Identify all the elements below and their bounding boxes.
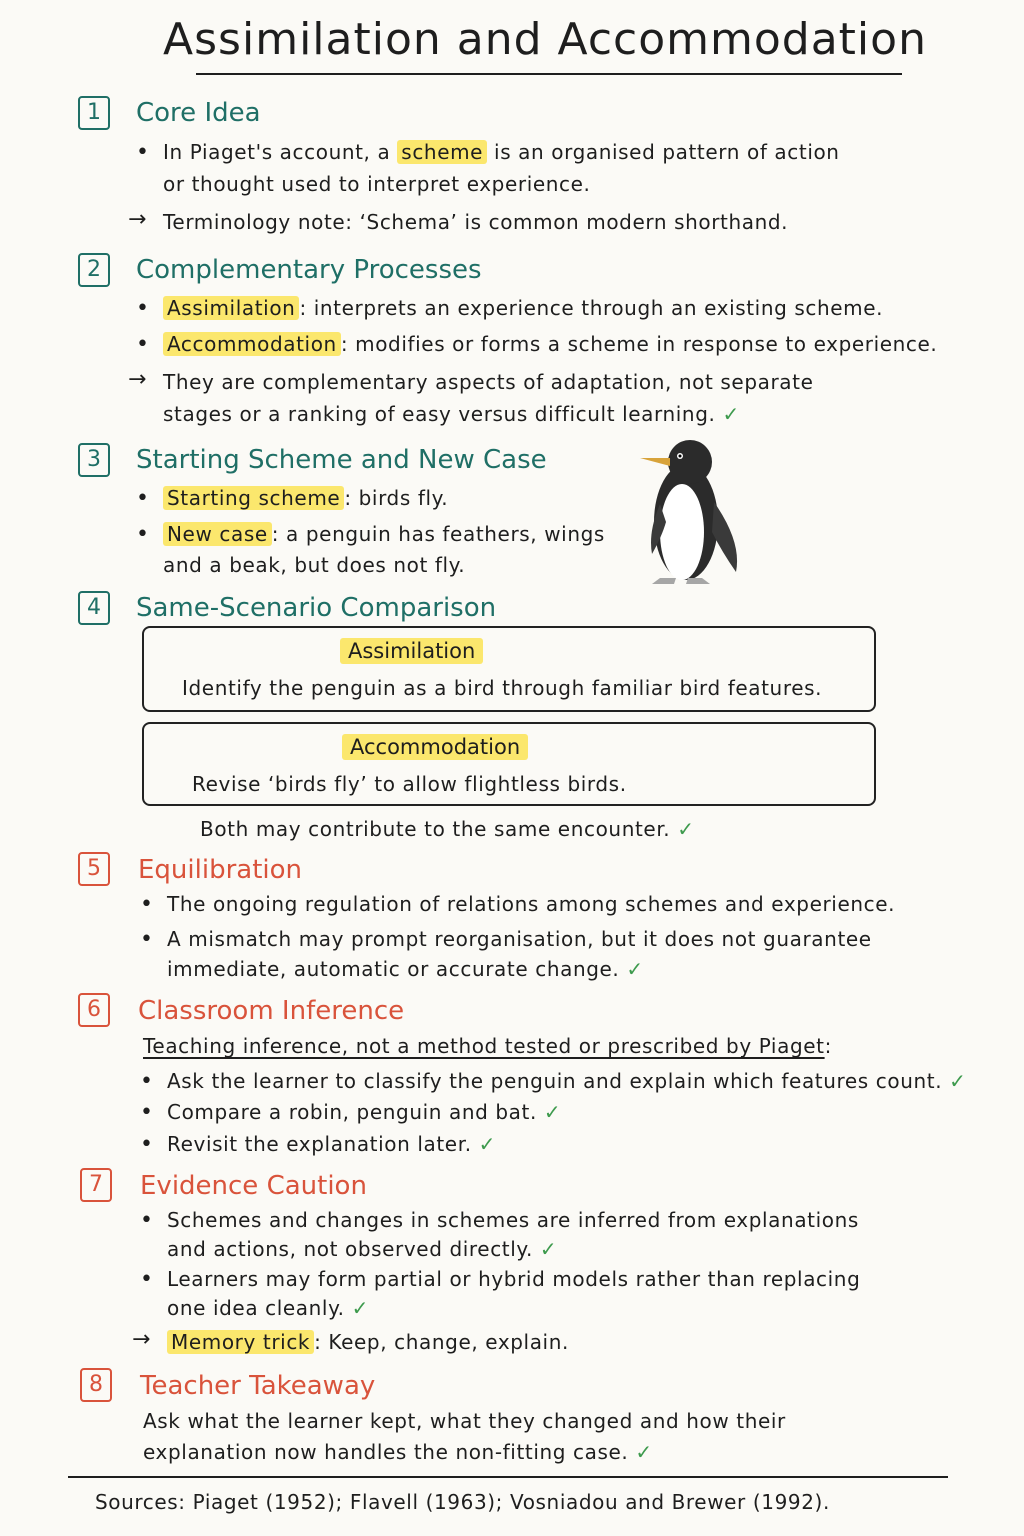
section-7-number: 7 (80, 1168, 112, 1202)
bullet-dot: • (136, 296, 149, 321)
s8-line-2: explanation now handles the non-fitting case. ✓ (143, 1440, 653, 1464)
title-underline (196, 73, 902, 75)
s5-bullet-1: The ongoing regulation of relations among schemes and experience. (167, 892, 896, 916)
check-icon: ✓ (351, 1296, 369, 1320)
section-3-heading: Starting Scheme and New Case (136, 445, 547, 475)
s3-bullet-2-cont: and a beak, but does not fly. (163, 553, 466, 577)
bullet-dot: • (136, 522, 149, 547)
check-icon: ✓ (635, 1440, 653, 1464)
s3-bullet-2: New case : a penguin has feathers, wings (163, 522, 605, 546)
section-6-number: 6 (78, 993, 110, 1027)
section-4-heading: Same-Scenario Comparison (136, 593, 497, 623)
section-1-number: 1 (78, 96, 110, 130)
s1-note: Terminology note: ‘Schema’ is common modern shorthand. (163, 210, 789, 234)
s5-bullet-2: A mismatch may prompt reorganisation, but it does not guarantee (167, 927, 872, 951)
assimilation-box (142, 626, 876, 712)
section-2-number: 2 (78, 253, 110, 287)
section-5-number: 5 (78, 852, 110, 886)
section-3-number: 3 (78, 443, 110, 477)
bullet-dot: • (140, 1100, 153, 1125)
check-icon: ✓ (677, 817, 695, 841)
arrow-icon: → (128, 207, 147, 232)
highlight-starting-scheme: Starting scheme (163, 486, 344, 510)
check-icon: ✓ (478, 1132, 496, 1156)
s2-bullet-2: Accommodation : modifies or forms a scheme in response to experience. (163, 332, 937, 356)
s6-bullet-2: Compare a robin, penguin and bat. ✓ (167, 1100, 562, 1124)
s3-bullet-1: Starting scheme : birds fly. (163, 486, 448, 510)
highlight-accommodation: Accommodation (163, 332, 341, 356)
arrow-icon: → (128, 367, 147, 392)
footer-divider (68, 1476, 948, 1478)
section-4-number: 4 (78, 591, 110, 625)
accommodation-box (142, 722, 876, 806)
section-8-heading: Teacher Takeaway (140, 1371, 376, 1401)
s7-bullet-1-cont: and actions, not observed directly. ✓ (167, 1237, 558, 1261)
bullet-dot: • (136, 332, 149, 357)
s7-bullet-2: Learners may form partial or hybrid models rather than replacing (167, 1267, 861, 1291)
s8-line-1: Ask what the learner kept, what they changed and how their (143, 1409, 786, 1433)
penguin-illustration (630, 432, 750, 592)
bullet-dot: • (140, 927, 153, 952)
accommodation-box-title: Accommodation (342, 734, 528, 760)
assimilation-box-title: Assimilation (340, 638, 483, 664)
assimilation-box-text: Identify the penguin as a bird through familiar bird features. (182, 676, 823, 700)
s2-bullet-1: Assimilation : interprets an experience through an existing scheme. (163, 296, 883, 320)
check-icon: ✓ (722, 402, 740, 426)
s4-summary: Both may contribute to the same encounter. ✓ (200, 817, 695, 841)
s5-bullet-2-cont: immediate, automatic or accurate change. ✓ (167, 957, 644, 981)
section-8-number: 8 (80, 1368, 112, 1402)
bullet-dot: • (140, 1132, 153, 1157)
s1-bullet-1-cont: or thought used to interpret experience. (163, 172, 591, 196)
bullet-dot: • (136, 486, 149, 511)
bullet-dot: • (140, 1267, 153, 1292)
bullet-dot: • (140, 892, 153, 917)
bullet-dot: • (140, 1208, 153, 1233)
section-2-heading: Complementary Processes (136, 255, 482, 285)
section-5-heading: Equilibration (138, 855, 303, 885)
page-title: Assimilation and Accommodation (163, 14, 927, 65)
s7-memory-trick: Memory trick : Keep, change, explain. (167, 1330, 569, 1354)
s6-bullet-3: Revisit the explanation later. ✓ (167, 1132, 496, 1156)
accommodation-box-text: Revise ‘birds fly’ to allow flightless birds. (192, 772, 627, 796)
check-icon: ✓ (543, 1100, 562, 1124)
s7-bullet-1: Schemes and changes in schemes are inferred from explanations (167, 1208, 859, 1232)
s1-bullet-1: In Piaget's account, a scheme is an organised pattern of action (163, 140, 840, 164)
s7-bullet-2-cont: one idea cleanly. ✓ (167, 1296, 369, 1320)
arrow-icon: → (132, 1327, 151, 1352)
sources-footer: Sources: Piaget (1952); Flavell (1963); Vosniadou and Brewer (1992). (95, 1490, 830, 1514)
s2-note-2: stages or a ranking of easy versus difficult learning. ✓ (163, 402, 740, 426)
bullet-dot: • (136, 140, 149, 165)
bullet-dot: • (140, 1069, 153, 1094)
highlight-memory-trick: Memory trick (167, 1330, 314, 1354)
check-icon: ✓ (949, 1069, 967, 1093)
highlight-scheme: scheme (397, 140, 487, 164)
highlight-new-case: New case (163, 522, 272, 546)
s6-intro: Teaching inference, not a method tested or prescribed by Piaget: (143, 1034, 832, 1058)
highlight-assimilation: Assimilation (163, 296, 299, 320)
check-icon: ✓ (626, 957, 644, 981)
s6-bullet-1: Ask the learner to classify the penguin and explain which features count. ✓ (167, 1069, 967, 1093)
check-icon: ✓ (539, 1237, 558, 1261)
section-7-heading: Evidence Caution (140, 1171, 367, 1201)
section-6-heading: Classroom Inference (138, 996, 405, 1026)
s2-note-1: They are complementary aspects of adaptation, not separate (163, 370, 814, 394)
section-1-heading: Core Idea (136, 98, 261, 128)
